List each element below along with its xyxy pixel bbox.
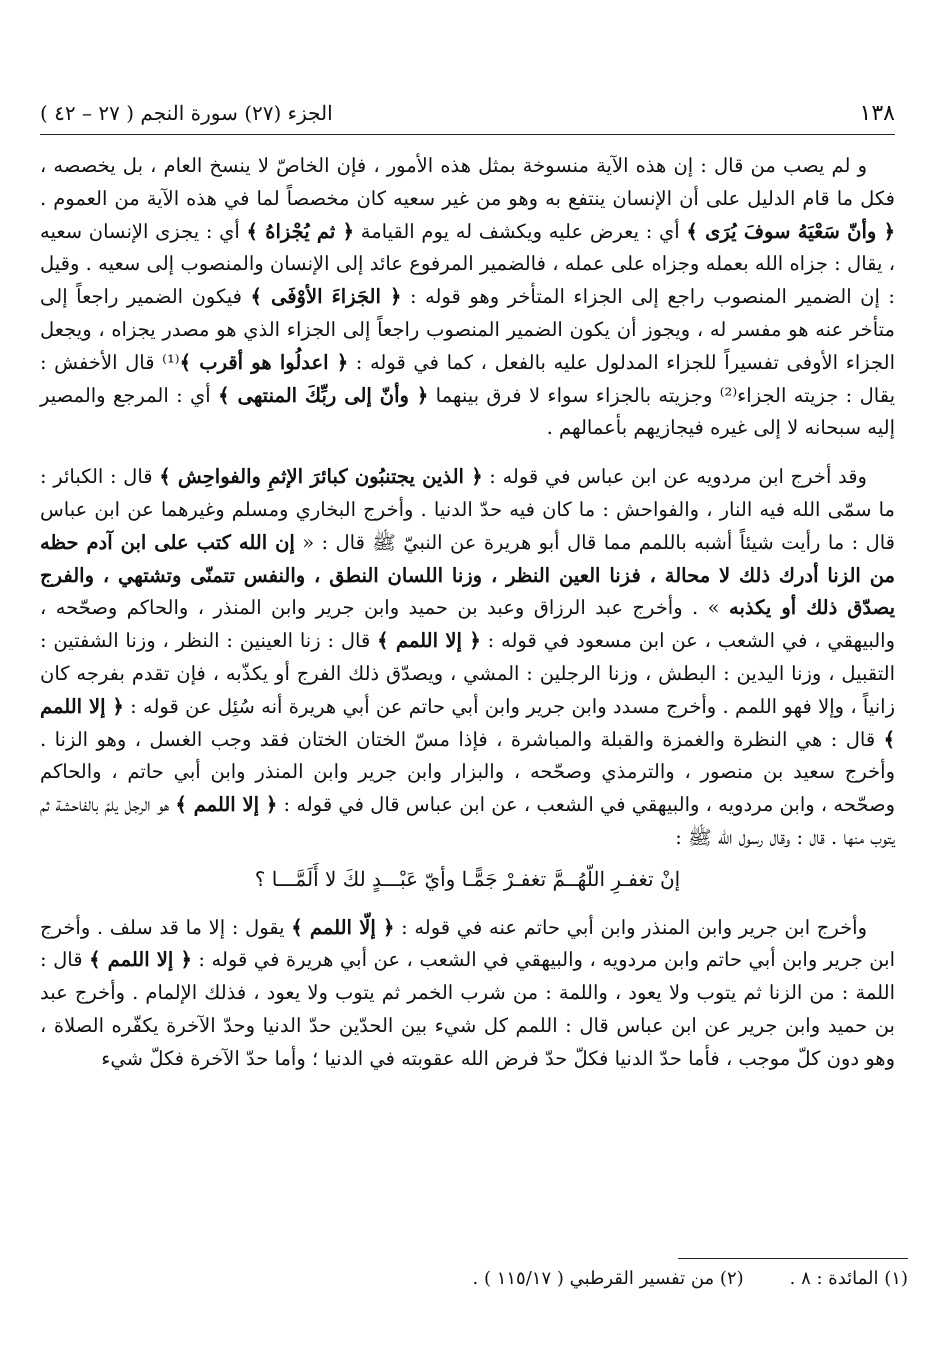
text-run: قال : اللمة : من الزنا ثم يتوب ولا يعود ، واللمة : من شرب الخمر ثم يتوب ولا يعود ، فذلك الإلمام . وأخرج عبد بن حميد وابن جرير عن ابن عباس قال : اللمم كل شيء بين الحدّين حدّ الدنيا وحدّ الآخرة يكفّره الصلاة ، وهو دون كلّ موجب ، فأما حدّ الدنيا فكلّ حدّ فرض الله عقوبته في الدنيا ؛ وأما حدّ الآخرة فكلّ شيء — [40, 948, 895, 1070]
running-header — [40, 98, 895, 128]
footnotes — [53, 1268, 908, 1289]
text-run: قال : زنا العينين : النظر ، وزنا الشفتين : التقبيل ، وزنا اليدين : البطش ، وزنا الرجلين : المشي ، ويصدّق ذلك الفرج أو يكذّبه ، فإن تقدم بفرجه كان زانياً ، وإلا فهو اللمم . وأخرج مسدد وابن جرير وابن أبي حاتم عن أبي هريرة أنه سُئِل عن قوله : — [40, 629, 896, 718]
poetry-verse: إنْ تغفـرِ اللّهُــمَّ تغفـرْ جَمًّـا وأيّ عَبْـــدٍ لكَ لا أَلَمَّـــا ؟ — [254, 866, 681, 891]
text-run: يقول : إلا ما قد سلف . وأخرج ابن جرير وابن أبي حاتم وابن مردويه ، والبيهقي في الشعب ، عن أبي هريرة في قوله : — [40, 915, 895, 972]
text-run: أي : المرجع والمصير إليه سبحانه لا إلى غيره فيجازيهم بأعمالهم . — [40, 383, 895, 440]
quoted-text: ﴿ ثم يُجْزاهُ ﴾ — [246, 219, 355, 243]
quoted-text: ﴿ وأنّ سَعْيَهُ سوفَ يُرَى ﴾ — [686, 219, 895, 243]
quoted-text: ﴿ الذين يجتنبُون كبائرَ الإثمِ والفواحِش ﴾ — [159, 465, 483, 489]
quoted-text: ﴿ إلا اللمم ﴾ — [40, 694, 895, 751]
footnote-1: (١) المائدة : ٨ . — [789, 1268, 908, 1289]
quoted-text: ﴿ إلا اللمم ﴾ — [89, 948, 192, 972]
text-run: فيكون الضمير راجعاً إلى متأخر عنه هو مفسر له ، ويجوز أن يكون الضمير المنصوب راجعاً إلى الجزاء الذي هو مصدر يجزاه ، ويجعل الجزاء الأوفى تفسيراً للجزاء المدلول عليه بالفعل ، كما في قوله : — [40, 285, 895, 374]
footnote-rule — [678, 1258, 908, 1259]
text-run: أي : يعرض عليه ويكشف له يوم القيامة — [354, 219, 687, 243]
text-run: هو الرجل يلمّ بالفاحشة ثم يتوب منها . قال : وقال رسول الله ﷺ : — [40, 793, 895, 849]
quoted-text: ﴿ إلّا اللمم ﴾ — [291, 915, 395, 939]
quoted-text: ﴿ الجَزاءَ الأوْفَى ﴾ — [250, 285, 402, 309]
text-run: قال : هي النظرة والغمزة والقبلة والمباشرة ، فإذا مسّ الختان الختان فقد وجب الغسل ، وهو الزنا . وأخرج سعيد بن منصور ، والترمذي وصحّحه ، والبزار وابن جرير وابن المنذر وابن أبي حاتم ، والحاكم وصحّحه ، وابن مردويه ، والبيهقي في الشعب ، عن ابن عباس قال في قوله : — [40, 727, 896, 817]
text-run: » . وأخرج عبد الرزاق وعبد بن حميد وابن جرير وابن المنذر ، والحاكم وصحّحه ، والبيهقي ، في الشعب ، عن ابن مسعود في قوله : — [40, 596, 895, 653]
quoted-text: ﴿ اعدلُوا هو أقرب ﴾ — [179, 350, 349, 374]
main-text — [40, 150, 895, 1230]
quoted-text: ﴿ إلا اللمم ﴾ — [175, 793, 278, 817]
text-run: أي : يجزى الإنسان سعيه ، يقال : جزاه الله بعمله وجزاه على عمله ، فالضمير المرفوع عائد إلى الإنسان والمنصوب إلى سعيه . وقيل : إن الضمير المنصوب راجع إلى الجزاء المتأخر وهو قوله : — [40, 219, 895, 309]
running-title: الجزء (٢٧) سورة النجم ( ٢٧ – ٤٢ ) — [40, 101, 333, 125]
text-run: و لم يصب من قال : إن هذه الآية منسوخة بمثل هذه الأمور ، فإن الخاصّ لا ينسخ العام ، بل يخصصه ، فكل ما قام الدليل على أن الإنسان ينتفع به وهو من غير سعيه كان مخصصاً لما في هذه الآية من العموم . — [40, 154, 895, 210]
paragraph-1 — [40, 150, 895, 445]
quoted-text: إن الله كتب على ابن آدم حظه من الزنا أدرك ذلك لا محالة ، فزنا العين النظر ، وزنا اللسان النطق ، والنفس تتمنّى وتشتهي ، والفرج يصدّق ذلك أو يكذبه — [40, 530, 896, 620]
text-run: قال : الكبائر : ما سمّى الله فيه النار ، والفواحش : ما كان فيه حدّ الدنيا . وأخرج البخاري ومسلم وغيرهما عن ابن عباس قال : ما رأيت شيئاً أشبه باللمم مما قال أبو هريرة عن النبيّ ﷺ قال : « — [40, 465, 895, 554]
paragraph-3 — [40, 912, 895, 1076]
page-number: ١٣٨ — [859, 100, 895, 126]
paragraph-2 — [40, 461, 895, 855]
footnote-2: (٢) من تفسير القرطبي ( ١١٥/١٧ ) . — [472, 1268, 744, 1289]
quoted-text: ﴿ إلا اللمم ﴾ — [377, 629, 481, 653]
text-run: وأخرج ابن جرير وابن المنذر وابن أبي حاتم عنه في قوله : — [394, 915, 867, 939]
text-run: ⁽¹⁾ قال الأخفش : يقال : جزيته الجزاء⁽²⁾ وجزيته بالجزاء سواء لا فرق بينهما — [40, 350, 895, 407]
quoted-text: ﴿ وأنّ إلى ربِّكَ المنتهى ﴾ — [218, 383, 429, 407]
text-run: وقد أخرج ابن مردويه عن ابن عباس في قوله : — [482, 465, 867, 489]
header-rule — [40, 134, 895, 135]
